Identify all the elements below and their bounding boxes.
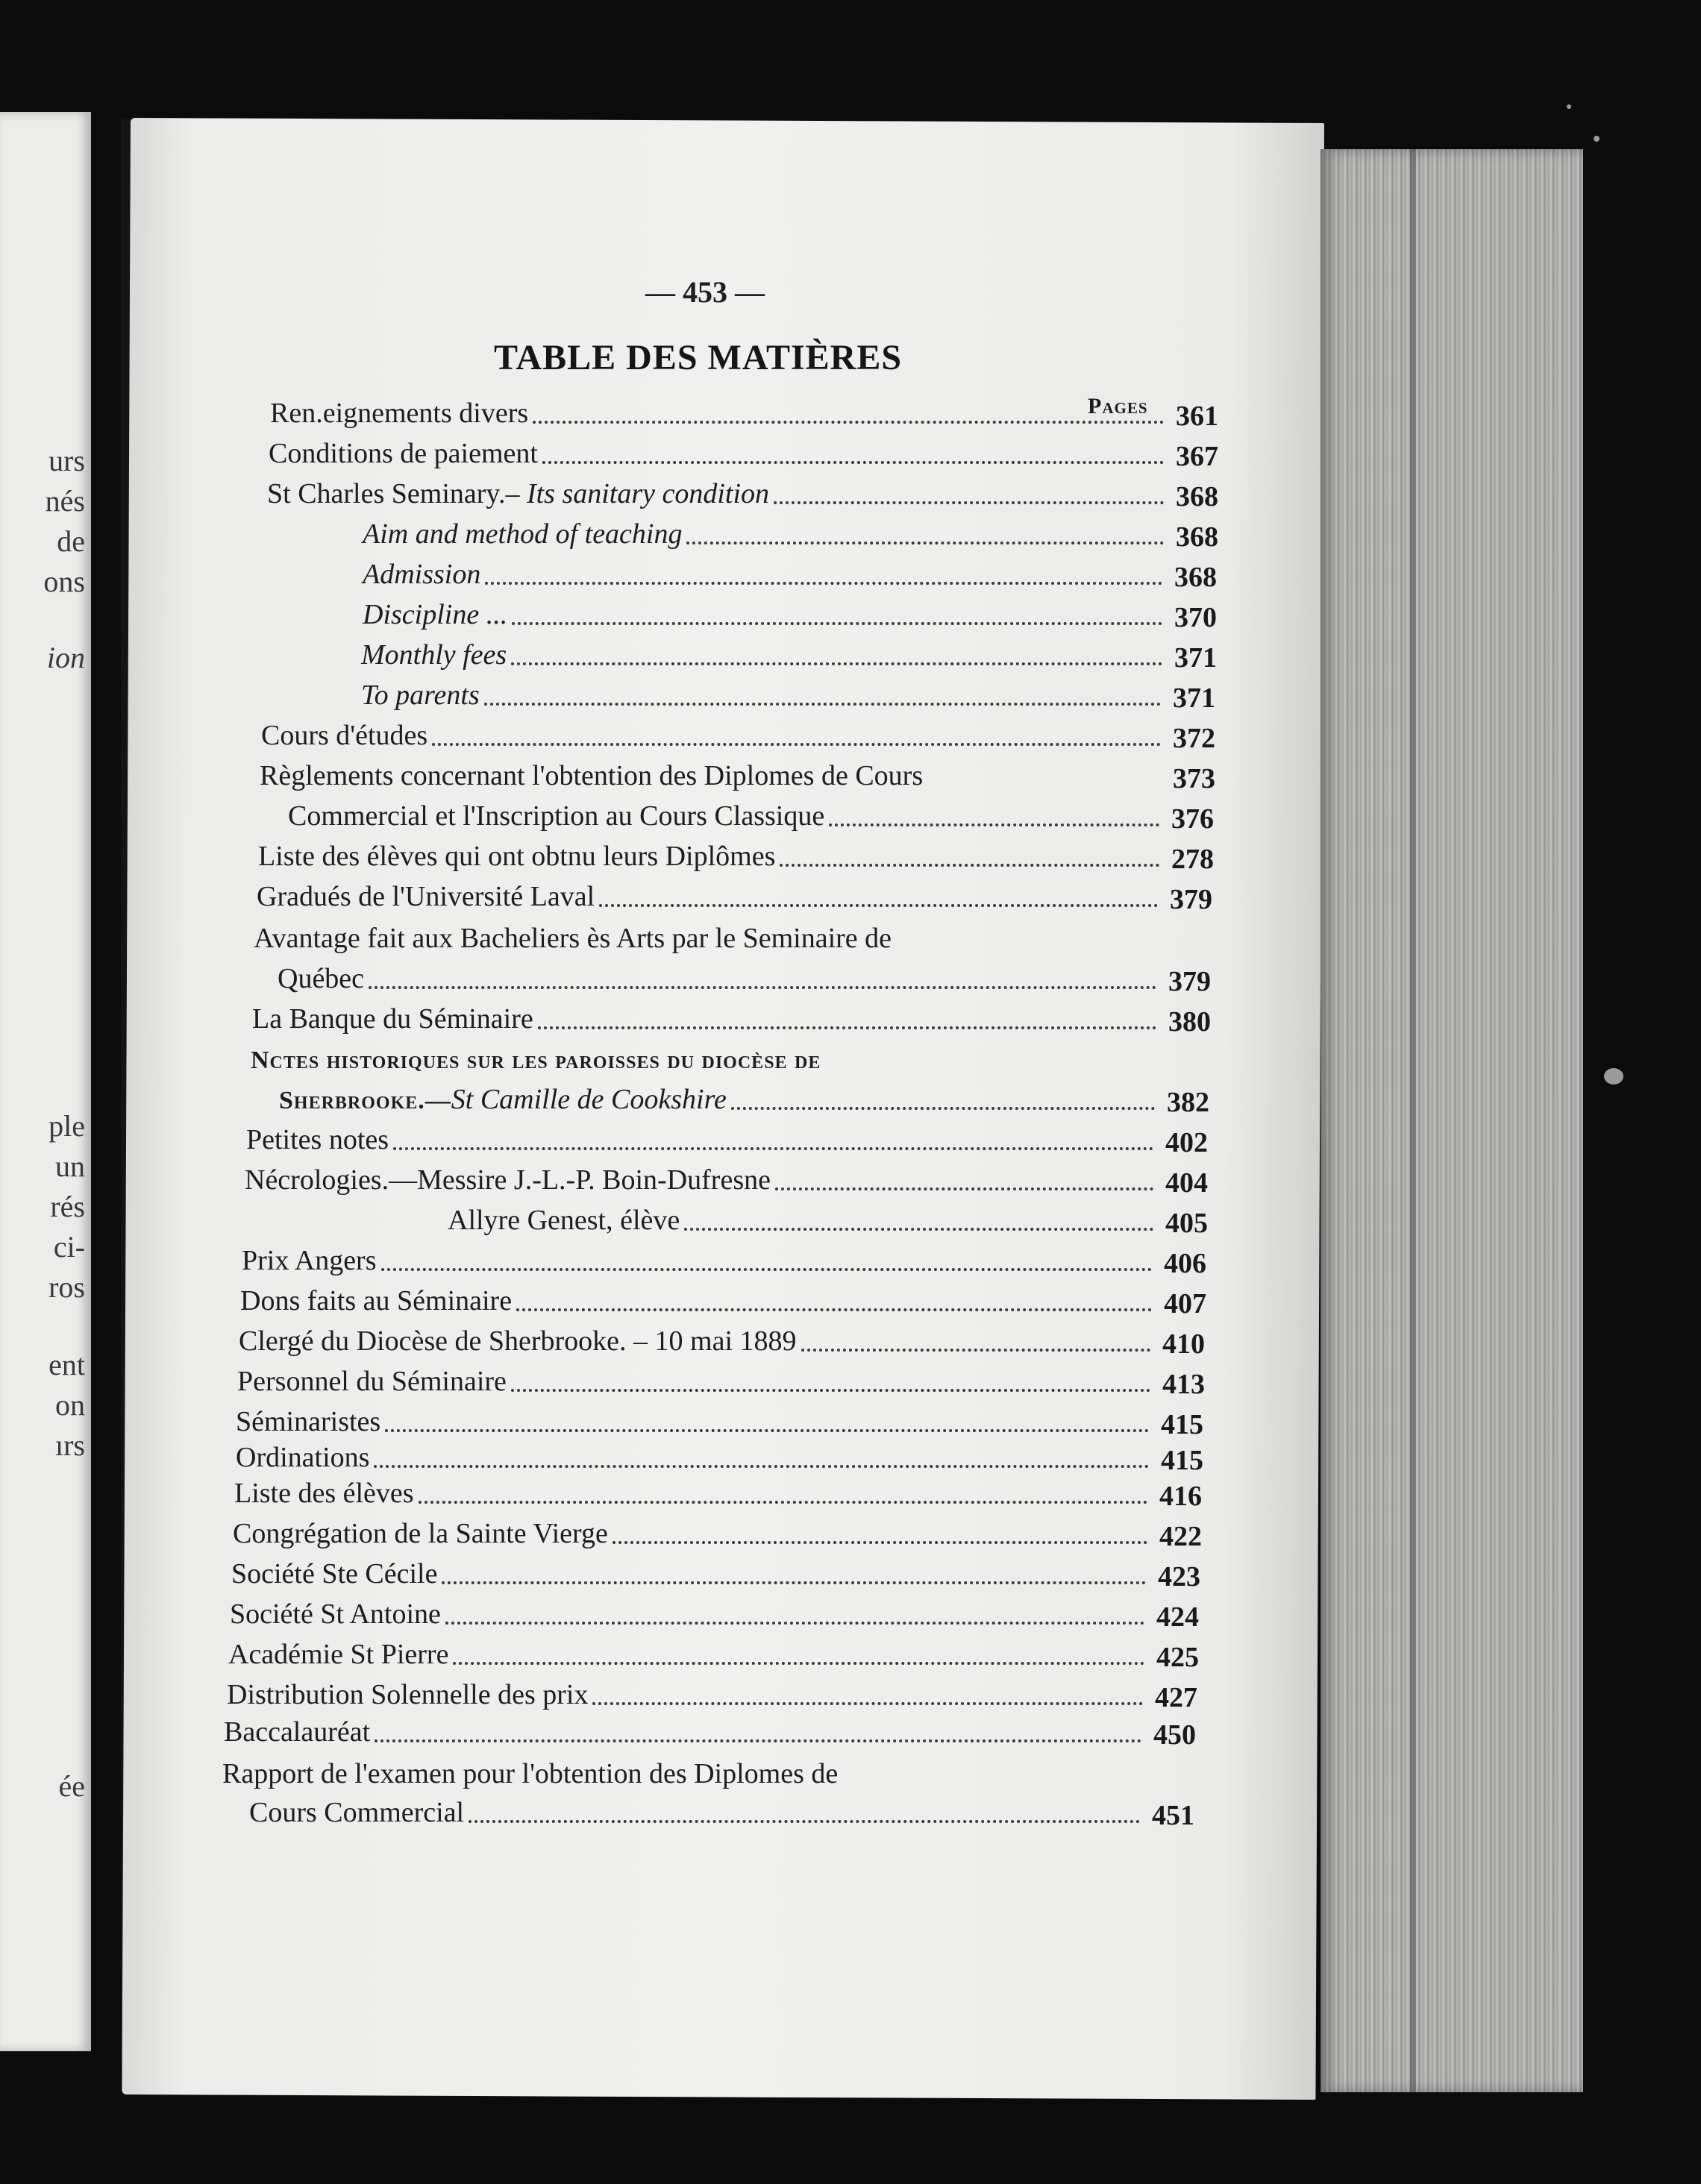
toc-entry-text: Société St Antoine	[230, 1598, 441, 1630]
toc-entry-label	[278, 962, 364, 995]
toc-page-number: 368	[1176, 521, 1218, 553]
toc-entry-text: Société Ste Cécile	[231, 1558, 438, 1590]
toc-entry	[363, 598, 1167, 633]
left-page-fragment: ée	[58, 1769, 85, 1803]
toc-entry-text: Québec	[278, 963, 365, 994]
toc-entry-text: Rapport de l'examen pour l'obtention des Diplomes de	[222, 1758, 839, 1789]
toc-entry-label	[242, 1244, 377, 1277]
left-page-fragment: ırs	[55, 1428, 85, 1462]
left-page-fragment: ons	[43, 565, 85, 598]
toc-entry-text: Baccalauréat	[224, 1716, 371, 1748]
toc-page-number: 416	[1159, 1481, 1202, 1512]
dot-leader	[512, 606, 1162, 625]
toc-page-number: 422	[1159, 1521, 1202, 1552]
dot-leader	[511, 1372, 1150, 1392]
left-page-fragment: un	[55, 1149, 85, 1183]
toc-page-number: 373	[1173, 763, 1215, 794]
dot-leader	[599, 888, 1158, 907]
toc-entry-text: Ren.eignements divers	[270, 398, 529, 429]
toc-entry	[363, 518, 1168, 552]
toc-entry	[231, 1557, 1150, 1592]
dot-leader	[613, 1525, 1147, 1544]
toc-entry-text: Allyre Genest, élève	[448, 1205, 680, 1236]
dot-leader	[393, 1131, 1153, 1150]
toc-entry	[240, 1284, 1156, 1319]
toc-entry-label	[246, 1123, 389, 1156]
dust-speck	[1567, 104, 1571, 109]
toc-page-number: 368	[1174, 562, 1217, 593]
toc-page-number: 425	[1156, 1642, 1199, 1673]
toc-page-number: 372	[1173, 723, 1215, 754]
dot-leader	[684, 1211, 1153, 1231]
toc-entry-label	[224, 1716, 370, 1748]
toc-entry-text: Nctes historiques sur les paroisses du diocèse de	[251, 1046, 821, 1074]
dot-leader	[801, 1332, 1150, 1352]
left-page-fragment: urs	[48, 444, 85, 477]
toc-entry-label	[236, 1441, 369, 1474]
toc-page-number: 371	[1174, 642, 1217, 674]
toc-page-number: 413	[1162, 1369, 1205, 1400]
toc-entry-text: Dons faits au Séminaire	[240, 1285, 513, 1317]
toc-entry-text: Gradués de l'Université Laval	[257, 881, 595, 912]
toc-page-number: 405	[1165, 1208, 1208, 1239]
toc-entry-text: Personnel du Séminaire	[237, 1366, 507, 1397]
toc-entry-text: Cours Commercial	[249, 1797, 465, 1828]
toc-entry-text: Cours d'études	[261, 720, 428, 751]
left-page-fragment: nés	[45, 484, 85, 518]
dot-leader	[453, 1645, 1144, 1665]
toc-entry	[261, 719, 1165, 753]
toc-entry	[258, 840, 1164, 874]
toc-entry-italic-text: Its sanitary condition	[526, 478, 770, 509]
toc-entry	[230, 1598, 1149, 1632]
toc-entry-label	[234, 1477, 414, 1510]
toc-entry-label	[231, 1557, 437, 1590]
toc-entry-label	[361, 638, 507, 671]
toc-entry-text: Académie St Pierre	[228, 1639, 449, 1670]
dot-leader	[375, 1723, 1141, 1742]
toc-page-number: 407	[1164, 1288, 1206, 1320]
toc-entry-text: Séminaristes	[236, 1406, 381, 1437]
toc-entry-label	[257, 880, 595, 913]
toc-page-number: 382	[1167, 1087, 1209, 1118]
toc-entry-text: Ordinations	[236, 1442, 370, 1473]
toc-entry-label	[240, 1284, 512, 1317]
toc-entry	[239, 1325, 1155, 1359]
toc-entry	[252, 1002, 1161, 1037]
toc-page-number: 415	[1161, 1445, 1203, 1476]
toc-entry-label	[251, 1046, 821, 1074]
page-edges	[1321, 149, 1583, 2092]
left-facing-page	[0, 112, 91, 2051]
toc-entry-text: Liste des élèves qui ont obtnu leurs Diplômes	[258, 841, 776, 872]
dot-leader	[592, 1686, 1143, 1705]
toc-entry	[361, 638, 1167, 673]
toc-entry-label	[279, 1083, 727, 1116]
toc-entry-label	[249, 1796, 464, 1829]
toc-page-number: 427	[1155, 1682, 1197, 1713]
toc-page-number: 379	[1170, 884, 1212, 915]
toc-entry	[251, 1043, 821, 1076]
dot-leader	[442, 1565, 1146, 1584]
toc-entry	[233, 1517, 1152, 1551]
toc-entry-label	[227, 1678, 588, 1711]
toc-entry	[228, 1638, 1149, 1672]
toc-entry	[234, 1477, 1152, 1511]
toc-entry	[279, 1083, 1159, 1117]
toc-entry-text: Avantage fait aux Bacheliers ès Arts par le Seminaire de	[254, 923, 892, 954]
toc-entry-text: Clergé du Diocèse de Sherbrooke. – 10 mai 1889	[239, 1325, 797, 1357]
toc-entry	[361, 679, 1165, 713]
toc-entry	[237, 1365, 1155, 1399]
dot-leader	[542, 445, 1164, 464]
dot-leader	[731, 1091, 1155, 1110]
toc-entry	[245, 1164, 1158, 1198]
toc-entry	[260, 759, 923, 792]
toc-entry-text: Petites notes	[246, 1124, 389, 1155]
dot-leader	[432, 727, 1161, 746]
toc-page-number: 402	[1165, 1127, 1208, 1158]
toc-entry-label	[222, 1758, 838, 1789]
toc-entry	[278, 962, 1161, 997]
toc-entry-label	[269, 437, 538, 470]
toc-entry	[267, 477, 1168, 512]
toc-entry-label	[361, 679, 480, 712]
left-page-fragment: rés	[50, 1190, 85, 1223]
toc-page-number: 361	[1176, 401, 1218, 432]
toc-entry-text: Commercial et l'Inscription au Cours Classique	[288, 800, 825, 832]
toc-entry	[236, 1405, 1153, 1440]
dot-leader	[419, 1484, 1147, 1504]
dot-leader	[686, 525, 1164, 545]
toc-page-number: 370	[1174, 602, 1217, 633]
toc-entry	[224, 1716, 1146, 1750]
toc-entry-text: Sherbrooke.—	[279, 1087, 451, 1114]
toc-entry-label	[239, 1325, 797, 1358]
toc-page-number: 376	[1171, 803, 1214, 835]
toc-page-number: 379	[1168, 966, 1211, 997]
toc-entry-text: Liste des élèves	[234, 1478, 414, 1509]
left-page-fragment: on	[55, 1388, 85, 1422]
toc-entry	[249, 1796, 1144, 1830]
toc-entry-label	[230, 1598, 441, 1631]
toc-entry-label	[261, 719, 427, 752]
toc-entry-label	[267, 477, 769, 510]
toc-entry-label	[252, 1002, 533, 1035]
dot-leader	[538, 1010, 1156, 1029]
dust-speck	[1594, 136, 1600, 142]
toc-entry-text: Règlements concernant l'obtention des Diplomes de Cours	[260, 760, 924, 791]
toc-page-number: 371	[1173, 682, 1215, 714]
toc-entry	[236, 1441, 1153, 1475]
toc-page-number: 410	[1162, 1328, 1205, 1360]
toc-page-number: 367	[1176, 441, 1218, 472]
toc-page-number: 406	[1164, 1248, 1206, 1279]
left-page-fragment: ple	[48, 1109, 85, 1143]
toc-entry-text: Congrégation de la Sainte Vierge	[233, 1518, 608, 1549]
toc-entry-label	[245, 1164, 771, 1196]
toc-entry-label	[260, 760, 923, 791]
page-number: — 453 —	[645, 275, 765, 309]
dot-leader	[533, 404, 1164, 424]
toc-entry-label	[448, 1204, 680, 1237]
toc-entry-label	[233, 1517, 608, 1550]
left-page-fragment: ion	[46, 641, 85, 674]
dot-leader	[385, 1413, 1149, 1432]
toc-entry-label	[270, 397, 528, 430]
dot-leader	[381, 1252, 1153, 1271]
toc-page-number: 368	[1176, 481, 1218, 512]
left-page-fragment: ci-	[53, 1230, 85, 1264]
toc-entry	[257, 880, 1162, 914]
dot-leader	[511, 646, 1162, 665]
toc-entry-label	[228, 1638, 448, 1671]
toc-entry-label	[363, 518, 682, 550]
toc-entry-italic-text: Monthly fees	[361, 639, 507, 671]
left-page-fragment: ros	[48, 1270, 85, 1304]
dot-leader	[775, 1171, 1153, 1190]
toc-page-number: 450	[1153, 1719, 1196, 1751]
toc-entry	[222, 1757, 838, 1790]
toc-entry-italic-text: Discipline ...	[363, 599, 508, 630]
dot-leader	[774, 485, 1164, 504]
dot-leader	[445, 1605, 1144, 1625]
dot-leader	[780, 847, 1159, 867]
toc-entry	[246, 1123, 1158, 1158]
toc-page-number: 451	[1152, 1800, 1194, 1831]
dot-leader	[374, 1449, 1149, 1468]
toc-entry-text: Distribution Solennelle des prix	[227, 1679, 589, 1710]
toc-entry	[363, 558, 1167, 592]
toc-entry-label	[254, 923, 892, 954]
toc-entry-italic-text: St Camille de Cookshire	[451, 1084, 727, 1115]
toc-entry	[242, 1244, 1156, 1278]
toc-entry-text: Conditions de paiement	[269, 438, 538, 469]
toc-entry	[227, 1678, 1147, 1713]
toc-page-number: 380	[1168, 1006, 1211, 1038]
dot-leader	[369, 970, 1156, 989]
toc-entry-label	[363, 598, 507, 631]
dot-leader	[485, 565, 1162, 585]
toc-entry-label	[363, 558, 480, 591]
toc-entry-text: Prix Angers	[242, 1245, 377, 1276]
toc-page-number: 424	[1156, 1601, 1199, 1633]
toc-entry-label	[258, 840, 775, 873]
dot-leader	[516, 1292, 1152, 1311]
toc-entry	[270, 397, 1168, 431]
page-title: TABLE DES MATIÈRES	[494, 338, 903, 377]
toc-entry	[448, 1204, 1158, 1238]
toc-entry-italic-text: Admission	[363, 559, 481, 590]
toc-page-number: 423	[1158, 1561, 1200, 1592]
toc-entry-text: Nécrologies.—Messire J.-L.-P. Boin-Dufresne	[245, 1164, 771, 1196]
toc-entry	[254, 922, 892, 955]
toc-entry-text: La Banque du Séminaire	[252, 1003, 533, 1035]
toc-entry-italic-text: Aim and method of teaching	[363, 518, 683, 550]
toc-page-number: 404	[1165, 1167, 1208, 1199]
left-page-fragment: de	[57, 524, 85, 558]
dot-leader	[829, 807, 1159, 826]
toc-entry-text: St Charles Seminary.–	[267, 478, 527, 509]
toc-entry-label	[237, 1365, 507, 1398]
toc-entry	[288, 800, 1164, 834]
toc-entry-italic-text: To parents	[361, 680, 480, 711]
dot-leader	[469, 1804, 1140, 1823]
toc-entry	[269, 437, 1168, 471]
toc-entry-label	[288, 800, 824, 832]
dust-speck	[1604, 1068, 1623, 1085]
toc-page-number: 415	[1161, 1409, 1203, 1440]
left-page-fragment: ent	[48, 1348, 85, 1381]
toc-page-number: 278	[1171, 844, 1214, 875]
dot-leader	[484, 686, 1161, 706]
pages-column-header: Pages	[1088, 394, 1148, 418]
toc-entry-label	[236, 1405, 380, 1438]
